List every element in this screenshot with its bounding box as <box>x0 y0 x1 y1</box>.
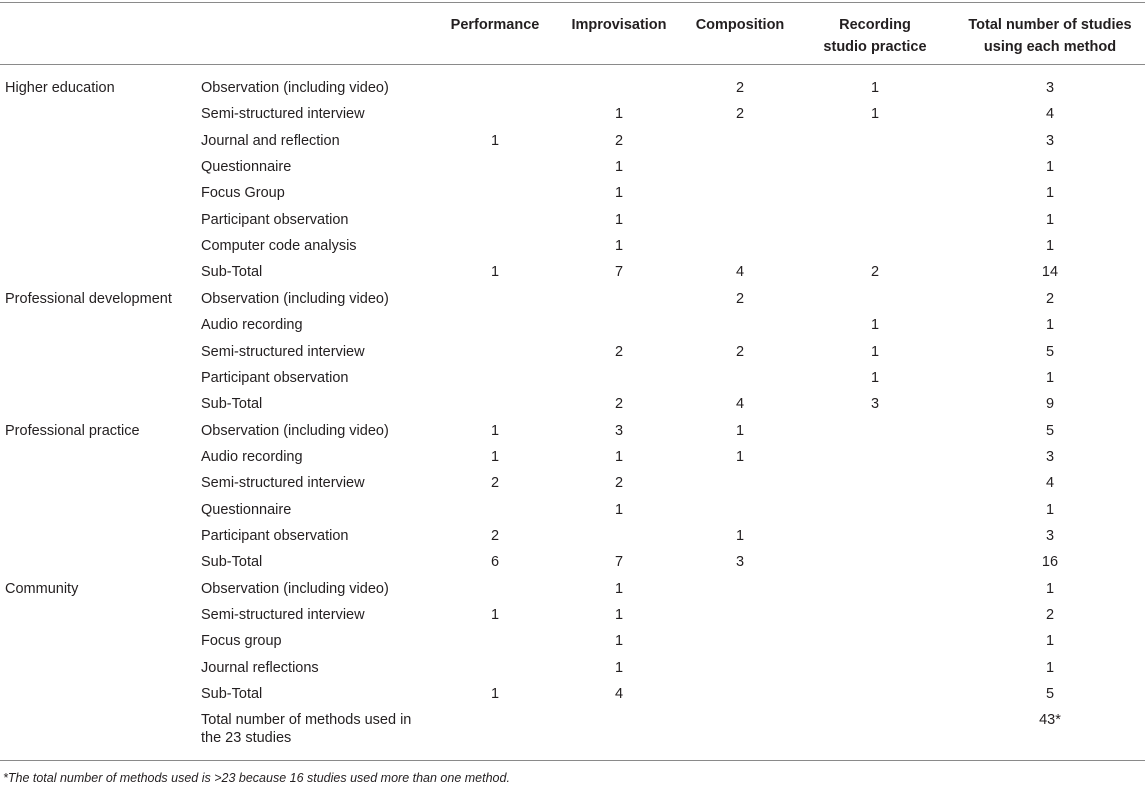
cell-performance: 1 <box>490 422 500 439</box>
table-row <box>0 286 1145 312</box>
table-row <box>0 418 1145 444</box>
row-method: Questionnaire <box>201 501 292 518</box>
cell-improvisation: 7 <box>614 554 624 571</box>
table-row <box>0 681 1145 707</box>
cell-improvisation: 1 <box>614 580 624 597</box>
table-row <box>0 233 1145 259</box>
cell-total: 2 <box>1045 607 1055 623</box>
row-method: Observation (including video) <box>201 290 389 307</box>
cell-recording: 1 <box>870 106 880 123</box>
table-row <box>0 391 1145 417</box>
table-row <box>0 628 1145 654</box>
row-method: Computer code analysis <box>201 238 357 255</box>
row-method: Focus group <box>201 633 282 650</box>
table-row <box>0 128 1145 154</box>
table-row <box>0 470 1145 496</box>
cell-total: 1 <box>1045 238 1055 255</box>
header-recording-line2: studio practice <box>823 39 927 55</box>
cell-performance: 1 <box>490 264 500 281</box>
table-row <box>0 259 1145 285</box>
row-method: Audio recording <box>201 317 303 334</box>
cell-total: 1 <box>1045 211 1055 228</box>
row-context: Community <box>5 580 79 597</box>
cell-recording: 1 <box>870 317 880 334</box>
cell-total: 5 <box>1045 343 1055 360</box>
cell-performance: 1 <box>490 607 500 623</box>
table-row <box>0 549 1145 575</box>
table-row <box>0 154 1145 180</box>
cell-total: 3 <box>1045 527 1055 544</box>
cell-total: 5 <box>1045 686 1055 703</box>
row-method: Journal and reflection <box>201 132 340 149</box>
cell-recording: 1 <box>870 80 880 96</box>
cell-total: 3 <box>1045 80 1055 96</box>
cell-recording: 2 <box>870 264 880 281</box>
cell-improvisation: 1 <box>614 607 624 623</box>
table-row <box>0 523 1145 549</box>
cell-performance: 2 <box>490 475 500 492</box>
cell-composition: 1 <box>735 448 745 465</box>
cell-recording: 1 <box>870 369 880 386</box>
cell-improvisation: 1 <box>614 106 624 123</box>
cell-improvisation: 4 <box>614 686 624 703</box>
cell-improvisation: 1 <box>614 211 624 228</box>
cell-performance: 1 <box>490 686 500 703</box>
grand-total-label <box>201 711 441 747</box>
header-performance: Performance <box>450 17 540 33</box>
cell-composition: 2 <box>735 343 745 360</box>
header-total-studies <box>961 14 1139 58</box>
cell-total: 1 <box>1045 317 1055 334</box>
cell-total: 1 <box>1045 501 1055 518</box>
cell-total: 1 <box>1045 185 1055 202</box>
table-bottom-rule <box>0 760 1145 761</box>
table-row <box>0 655 1145 681</box>
header-total-line2: using each method <box>983 39 1117 55</box>
cell-total: 1 <box>1045 369 1055 386</box>
cell-improvisation: 3 <box>614 422 624 439</box>
cell-composition: 1 <box>735 527 745 544</box>
row-method: Sub-Total <box>201 686 263 703</box>
table-row <box>0 339 1145 365</box>
table-row <box>0 101 1145 127</box>
cell-improvisation: 1 <box>614 238 624 255</box>
row-method: Semi-structured interview <box>201 475 365 492</box>
cell-improvisation: 2 <box>614 396 624 413</box>
header-composition: Composition <box>695 17 785 33</box>
row-method: Participant observation <box>201 527 349 544</box>
row-method: Journal reflections <box>201 659 319 676</box>
cell-performance: 2 <box>490 527 500 544</box>
row-method: Focus Group <box>201 185 285 202</box>
table-top-rule <box>0 2 1145 3</box>
row-method: Observation (including video) <box>201 80 389 96</box>
cell-improvisation: 1 <box>614 633 624 650</box>
row-method: Semi-structured interview <box>201 343 365 360</box>
cell-total: 1 <box>1045 159 1055 176</box>
cell-improvisation: 1 <box>614 659 624 676</box>
cell-recording: 1 <box>870 343 880 360</box>
header-total-line1: Total number of studies <box>968 17 1132 33</box>
row-method: Semi-structured interview <box>201 106 365 123</box>
row-context: Professional practice <box>5 422 140 439</box>
table-row <box>0 365 1145 391</box>
cell-total: 3 <box>1045 448 1055 465</box>
header-improvisation: Improvisation <box>571 17 667 33</box>
row-method: Audio recording <box>201 448 303 465</box>
grand-total-value: 43* <box>1039 712 1061 728</box>
row-method: Sub-Total <box>201 396 263 413</box>
table-footnote: *The total number of methods used is >23 because 16 studies used more than one method. <box>3 771 510 785</box>
cell-total: 1 <box>1045 659 1055 676</box>
cell-improvisation: 1 <box>614 185 624 202</box>
cell-improvisation: 2 <box>614 132 624 149</box>
cell-composition: 3 <box>735 554 745 571</box>
row-method: Observation (including video) <box>201 580 389 597</box>
cell-total: 4 <box>1045 106 1055 123</box>
cell-total: 4 <box>1045 475 1055 492</box>
cell-total: 5 <box>1045 422 1055 439</box>
row-method: Semi-structured interview <box>201 607 365 623</box>
cell-improvisation: 1 <box>614 159 624 176</box>
cell-performance: 6 <box>490 554 500 571</box>
cell-improvisation: 7 <box>614 264 624 281</box>
header-recording-line1: Recording <box>839 17 911 33</box>
cell-total: 9 <box>1045 396 1055 413</box>
table-row <box>0 75 1145 101</box>
table-row <box>0 497 1145 523</box>
table-row <box>0 444 1145 470</box>
row-context: Professional development <box>5 290 172 307</box>
cell-total: 3 <box>1045 132 1055 149</box>
row-context: Higher education <box>5 80 115 96</box>
cell-improvisation: 1 <box>614 501 624 518</box>
grand-total-label-line2: the 23 studies <box>201 730 292 746</box>
cell-composition: 4 <box>735 396 745 413</box>
cell-improvisation: 2 <box>614 343 624 360</box>
cell-composition: 2 <box>735 290 745 307</box>
cell-improvisation: 1 <box>614 448 624 465</box>
row-method: Participant observation <box>201 211 349 228</box>
cell-total: 16 <box>1041 554 1059 571</box>
table-row <box>0 602 1145 628</box>
cell-improvisation: 2 <box>614 475 624 492</box>
cell-composition: 2 <box>735 106 745 123</box>
cell-total: 1 <box>1045 580 1055 597</box>
cell-total: 14 <box>1041 264 1059 281</box>
row-method: Participant observation <box>201 369 349 386</box>
row-method: Sub-Total <box>201 264 263 281</box>
header-recording-studio-practice <box>810 14 940 58</box>
row-method: Sub-Total <box>201 554 263 571</box>
cell-composition: 4 <box>735 264 745 281</box>
row-method: Questionnaire <box>201 159 292 176</box>
grand-total-label-line1: Total number of methods used in <box>201 712 412 728</box>
table-row <box>0 207 1145 233</box>
cell-performance: 1 <box>490 448 500 465</box>
cell-composition: 1 <box>735 422 745 439</box>
cell-composition: 2 <box>735 80 745 96</box>
cell-total: 1 <box>1045 633 1055 650</box>
row-method: Observation (including video) <box>201 422 389 439</box>
header-bottom-rule <box>0 64 1145 65</box>
table-row <box>0 576 1145 602</box>
cell-recording: 3 <box>870 396 880 413</box>
cell-total: 2 <box>1045 290 1055 307</box>
cell-performance: 1 <box>490 132 500 149</box>
table-row <box>0 312 1145 338</box>
table-row <box>0 180 1145 206</box>
